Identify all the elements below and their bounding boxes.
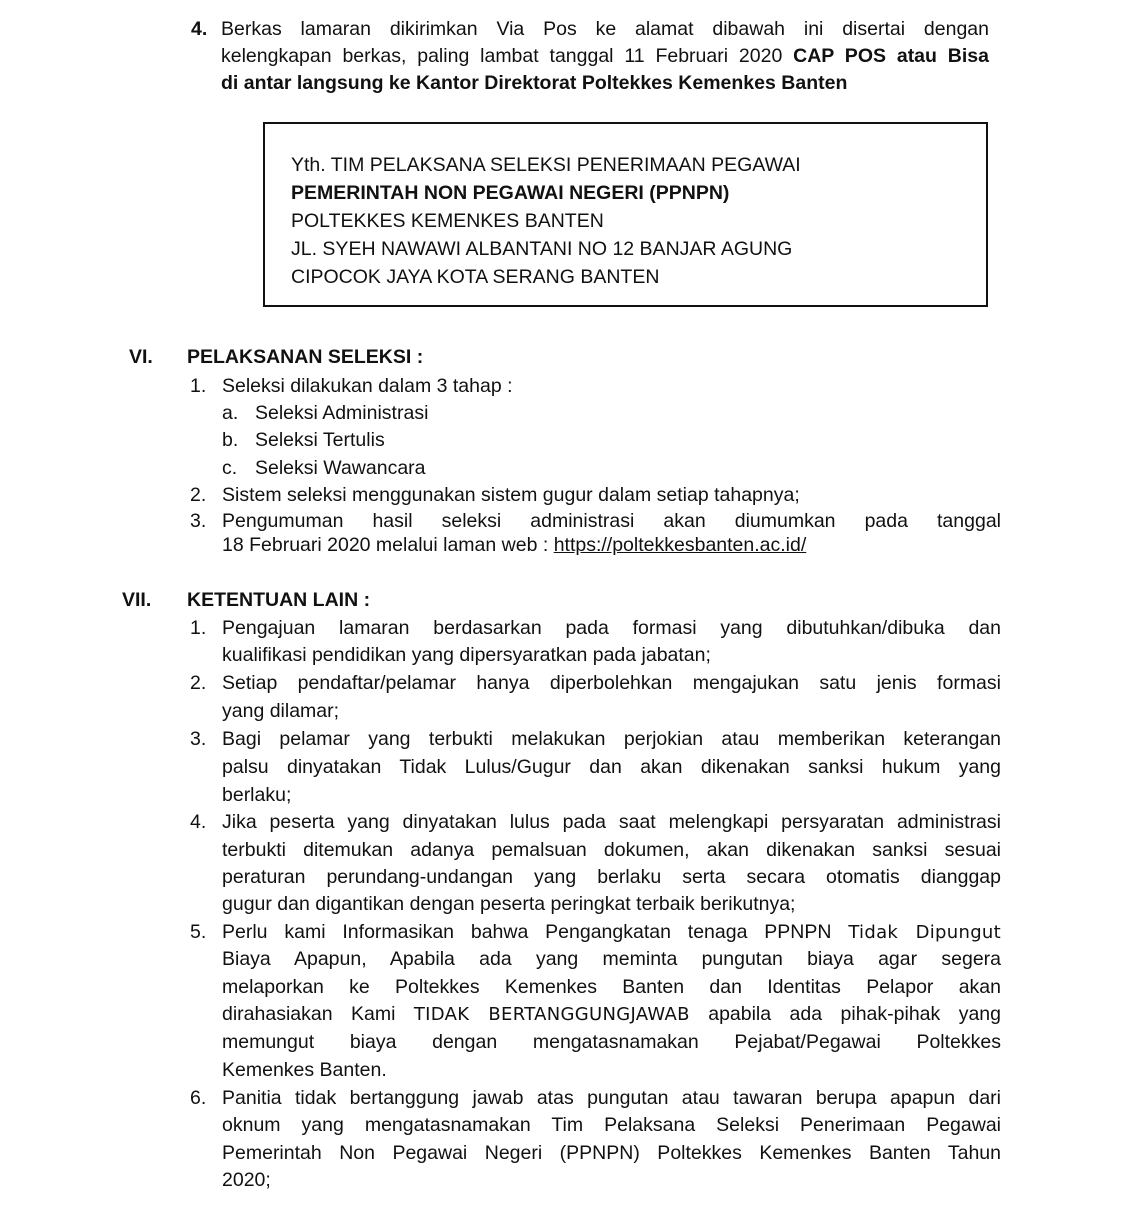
s7-item4-line4: gugur dan digantikan dengan peserta peringkat terbaik berikutnya; [222,893,796,915]
s7-item6-line4: 2020; [222,1169,271,1191]
s7-item5-line1-a: Perlu kami Informasikan bahwa Pengangkatan tenaga PPNPN [222,921,849,943]
s7-item6-line1: Panitia tidak bertanggung jawab atas pungutan atau tawaran berupa apapun dari [222,1087,1001,1109]
s7-item2-line2: yang dilamar; [222,700,340,722]
s7-item3-number: 3. [190,728,207,750]
s7-item5-line4 [222,1001,1001,1029]
s7-item6-line3: Pemerintah Non Pegawai Negeri (PPNPN) Poltekkes Kemenkes Banten Tahun [222,1142,1001,1164]
website-link[interactable]: https://poltekkesbanten.ac.id/ [553,534,807,556]
s6-sub-b-text: Seleksi Tertulis [255,429,385,451]
s7-item2-number: 2. [190,672,207,694]
s6-sub-c-text: Seleksi Wawancara [255,457,426,479]
s6-item1-text: Seleksi dilakukan dalam 3 tahap : [222,375,513,397]
s7-item5-line1 [222,919,1001,947]
address-line1: Yth. TIM PELAKSANA SELEKSI PENERIMAAN PEGAWAI [291,154,801,176]
s7-item5-line5: memungut biaya dengan mengatasnamakan Pejabat/Pegawai Poltekkes [222,1031,1001,1053]
section6-title: PELAKSANAN SELEKSI : [187,346,424,368]
s7-item5-number: 5. [190,921,207,943]
address-line2: PEMERINTAH NON PEGAWAI NEGERI (PPNPN) [291,182,730,204]
s7-item5-line3: melaporkan ke Poltekkes Kemenkes Banten dan Identitas Pelapor akan [222,976,1001,998]
s6-item3-line2-text: 18 Februari 2020 melalui laman web : [222,534,554,556]
s7-item5-line2: Biaya Apapun, Apabila ada yang meminta pungutan biaya agar segera [222,948,1001,970]
s7-item4-number: 4. [190,811,207,833]
s6-sub-c-number: c. [222,457,238,479]
s7-item5-line1-b: Tidak Dipungut [848,922,1001,943]
s7-item5-line4-a: dirahasiakan Kami [222,1003,414,1025]
s7-item4-line3: peraturan perundang-undangan yang berlaku serta secara otomatis dianggap [222,866,1001,888]
s6-item3-line1: Pengumuman hasil seleksi administrasi akan diumumkan pada tanggal [222,510,1001,532]
section6-number: VI. [129,346,153,368]
s7-item3-line2: palsu dinyatakan Tidak Lulus/Gugur dan akan dikenakan sanksi hukum yang [222,756,1001,778]
s7-item2-line1: Setiap pendaftar/pelamar hanya diperbolehkan mengajukan satu jenis formasi [222,672,1001,694]
s7-item6-line2: oknum yang mengatasnamakan Tim Pelaksana Seleksi Penerimaan Pegawai [222,1114,1001,1136]
s6-sub-a-text: Seleksi Administrasi [255,402,429,424]
s6-item3-number: 3. [190,510,207,532]
item4-line2-normal: kelengkapan berkas, paling lambat tanggal 11 Februari 2020 [221,45,794,67]
s7-item5-line4-b: TIDAK BERTANGGUNGJAWAB [413,1004,690,1025]
s7-item5-line6: Kemenkes Banten. [222,1059,387,1081]
s7-item3-line3: berlaku; [222,784,292,806]
item4-line2 [221,43,989,71]
s6-item2-text: Sistem seleksi menggunakan sistem gugur dalam setiap tahapnya; [222,484,800,506]
section7-title: KETENTUAN LAIN : [187,589,371,611]
address-line5: CIPOCOK JAYA KOTA SERANG BANTEN [291,266,660,288]
s6-item3-line2 [222,532,806,560]
s7-item4-line1: Jika peserta yang dinyatakan lulus pada saat melengkapi persyaratan administrasi [222,811,1001,833]
s7-item1-line1: Pengajuan lamaran berdasarkan pada formasi yang dibutuhkan/dibuka dan [222,617,1001,639]
address-line3: POLTEKKES KEMENKES BANTEN [291,210,604,232]
s7-item1-number: 1. [190,617,207,639]
s7-item1-line2: kualifikasi pendidikan yang dipersyaratkan pada jabatan; [222,644,711,666]
s6-sub-b-number: b. [222,429,239,451]
s7-item6-number: 6. [190,1087,207,1109]
s6-item1-number: 1. [190,375,207,397]
s7-item4-line2: terbukti ditemukan adanya pemalsuan dokumen, akan dikenakan sanksi sesuai [222,839,1001,861]
s6-item2-number: 2. [190,484,207,506]
item4-line2-bold: CAP POS atau Bisa [793,45,989,67]
item4-line3: di antar langsung ke Kantor Direktorat Poltekkes Kemenkes Banten [221,72,848,94]
s7-item5-line4-c: apabila ada pihak-pihak yang [689,1003,1001,1025]
item4-line1: Berkas lamaran dikirimkan Via Pos ke alamat dibawah ini disertai dengan [221,18,989,40]
address-line4: JL. SYEH NAWAWI ALBANTANI NO 12 BANJAR AGUNG [291,238,793,260]
section7-number: VII. [122,589,152,611]
s6-sub-a-number: a. [222,402,239,424]
item4-number: 4. [191,18,208,40]
s7-item3-line1: Bagi pelamar yang terbukti melakukan perjokian atau memberikan keterangan [222,728,1001,750]
